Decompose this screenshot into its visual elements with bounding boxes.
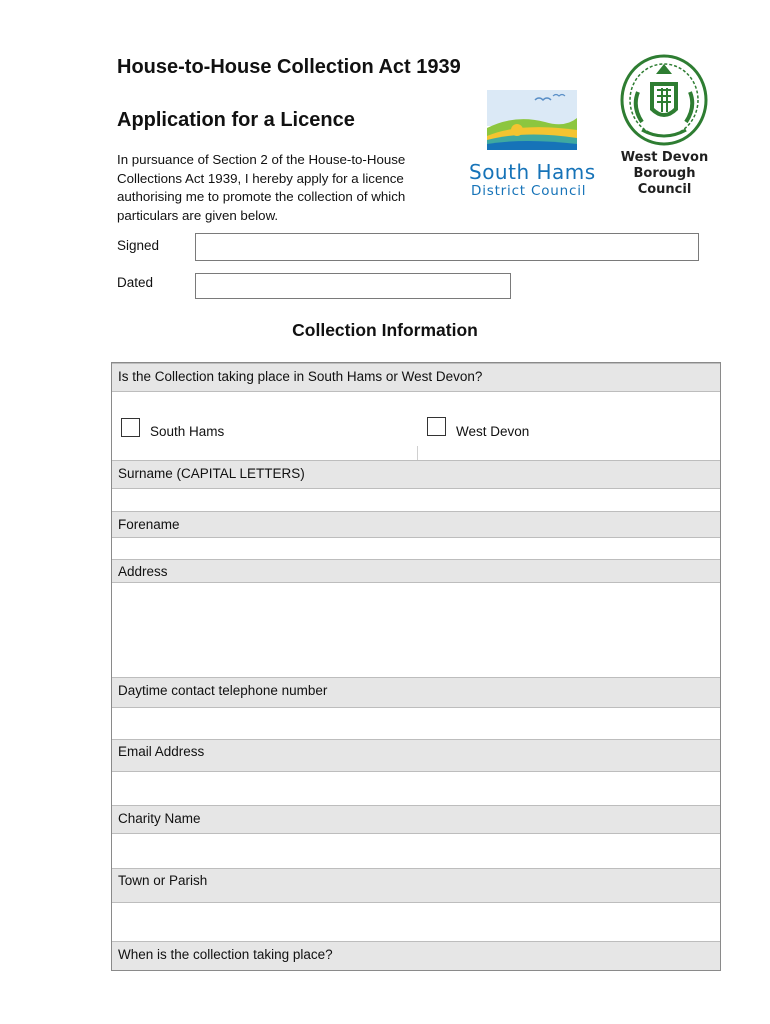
south-hams-option-label: South Hams [150, 424, 225, 439]
forename-input[interactable] [112, 538, 720, 559]
telephone-input[interactable] [112, 708, 720, 739]
when-label-row [112, 941, 720, 970]
west-devon-checkbox[interactable] [427, 417, 446, 436]
address-label-row [112, 559, 720, 583]
email-input[interactable] [112, 772, 720, 805]
forename-label-row [112, 511, 720, 538]
south-hams-checkbox[interactable] [121, 418, 140, 437]
column-divider [417, 446, 418, 460]
telephone-label-row [112, 677, 720, 708]
south-hams-name: South Hams [469, 160, 596, 184]
dated-label: Dated [117, 275, 154, 290]
west-devon-crest-icon [612, 52, 717, 148]
forename-label: Forename [118, 517, 180, 532]
email-label-row [112, 739, 720, 772]
town-label-row [112, 868, 720, 903]
surname-label-row [112, 460, 720, 489]
telephone-label: Daytime contact telephone number [118, 683, 328, 698]
town-input[interactable] [112, 903, 720, 941]
collection-info-table [111, 362, 721, 971]
south-hams-landscape-icon [465, 88, 607, 158]
surname-input[interactable] [112, 489, 720, 511]
town-label: Town or Parish [118, 873, 208, 888]
charity-input[interactable] [112, 834, 720, 868]
when-label: When is the collection taking place? [118, 947, 333, 962]
west-devon-borough: Borough [633, 166, 696, 181]
charity-label-row [112, 805, 720, 834]
email-label: Email Address [118, 744, 205, 759]
location-options-row [112, 392, 720, 460]
west-devon-council: Council [637, 182, 692, 197]
surname-label: Surname (CAPITAL LETTERS) [118, 466, 305, 481]
west-devon-option-label: West Devon [456, 424, 530, 439]
dated-field[interactable] [195, 273, 511, 299]
south-hams-district-council: District Council [471, 183, 587, 199]
west-devon-name: West Devon [620, 150, 709, 165]
signed-label: Signed [117, 238, 160, 253]
location-question-label: Is the Collection taking place in South Hams or West Devon? [118, 369, 483, 384]
intro-paragraph: In pursuance of Section 2 of the House-to-House Collections Act 1939, I hereby apply for a licence authorising me to promote the collection of which particulars are given below. [117, 152, 406, 223]
act-title: House-to-House Collection Act 1939 [117, 56, 461, 78]
south-hams-logo [465, 88, 607, 200]
application-title: Application for a Licence [117, 109, 355, 131]
section-title: Collection Information [292, 320, 478, 340]
location-question-row [112, 363, 720, 392]
charity-label: Charity Name [118, 811, 201, 826]
signed-field[interactable] [195, 233, 699, 261]
address-label: Address [118, 564, 168, 579]
west-devon-logo [612, 52, 717, 202]
address-input[interactable] [112, 583, 720, 677]
